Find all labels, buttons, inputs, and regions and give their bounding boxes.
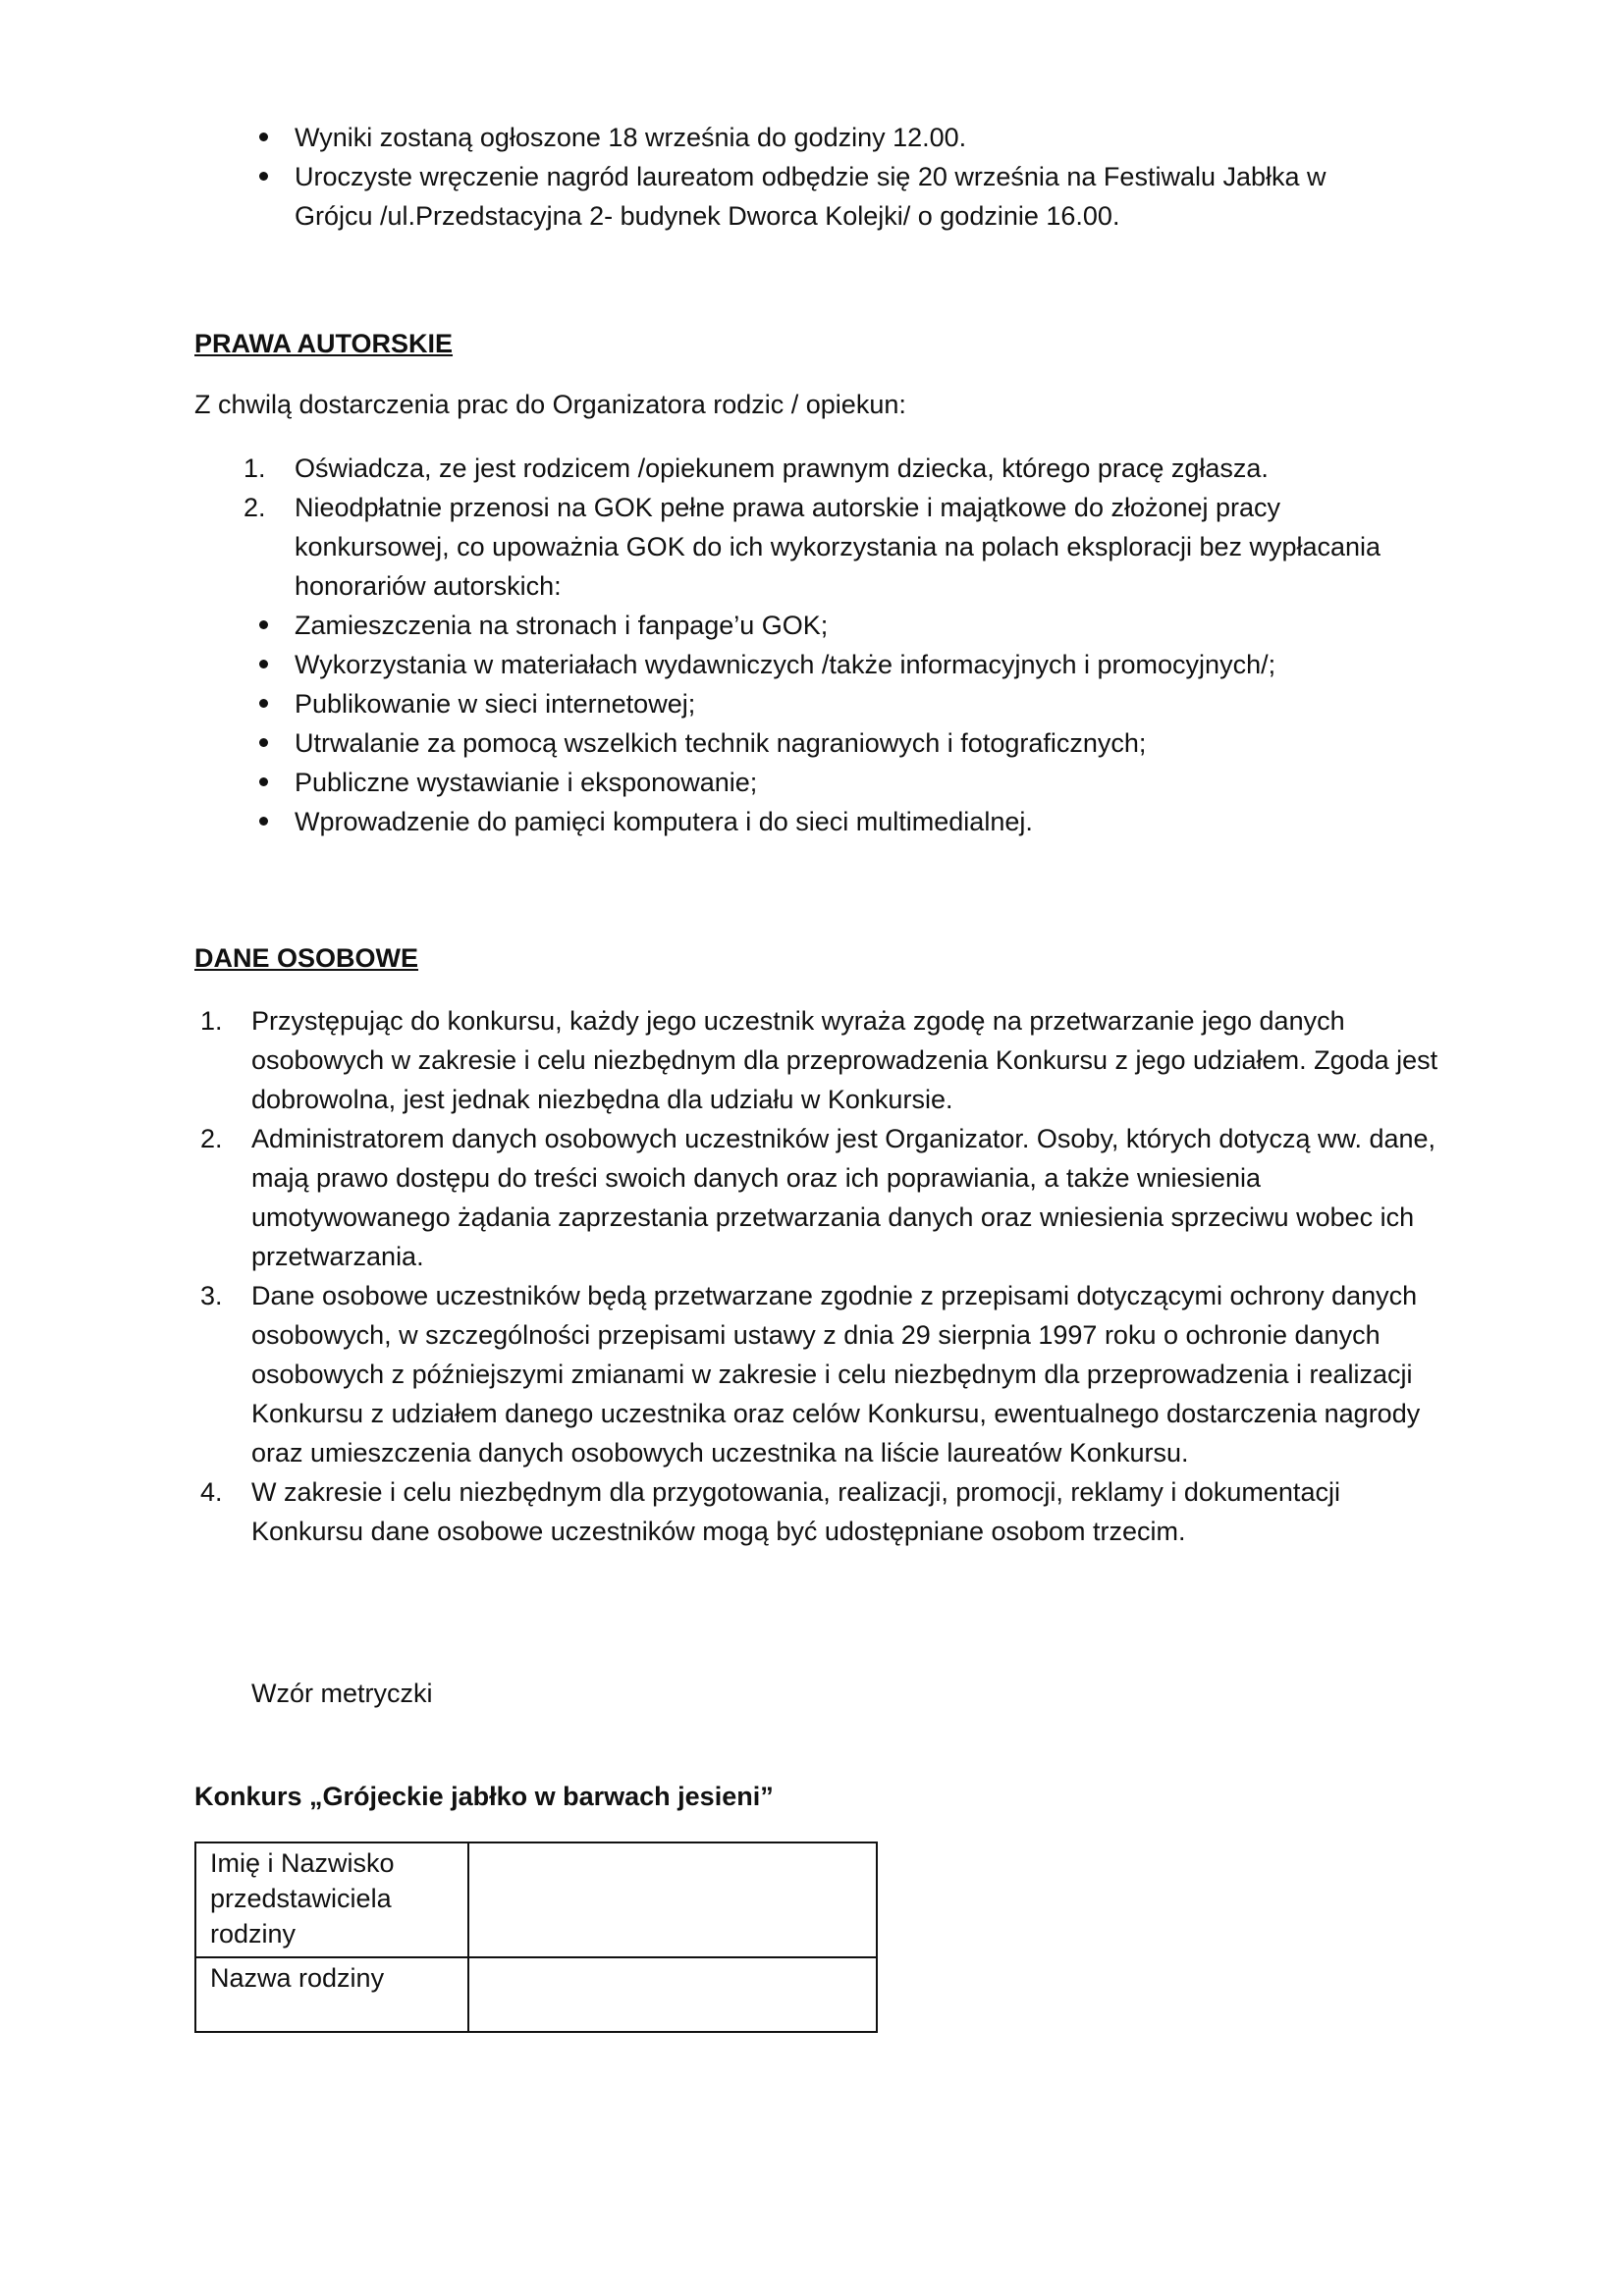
copyright-intro: Z chwilą dostarczenia prac do Organizatora rodzic / opiekun:: [194, 390, 906, 419]
list-item: [200, 1001, 1449, 1119]
list-item: [295, 684, 1424, 723]
table-row: [195, 1957, 877, 2032]
metryczka-label: Wzór metryczki: [251, 1679, 433, 1708]
list-item-text: Administratorem danych osobowych uczestników jest Organizator. Osoby, których dotyczą ww. dane, mają prawo dostępu do treści swoich danych oraz ich poprawiania, a także wniesienia umotywowanego żądania zaprzestania przetwarzania danych oraz wniesienia sprzeciwu wobec ich przetwarzania.: [251, 1124, 1436, 1271]
list-item-text: Publikowanie w sieci internetowej;: [295, 689, 696, 719]
bullet-icon: [253, 157, 273, 196]
list-number: 3.: [200, 1281, 223, 1310]
copyright-heading: PRAWA AUTORSKIE: [194, 329, 454, 358]
list-number: 2.: [244, 493, 266, 522]
personal-data-heading: DANE OSOBOWE: [194, 943, 419, 973]
list-number: 4.: [200, 1477, 223, 1507]
list-item: [200, 1472, 1449, 1551]
table-cell-value[interactable]: [468, 1957, 877, 2032]
copyright-numbered-list: [244, 449, 1424, 841]
table-cell-value[interactable]: [468, 1842, 877, 1957]
list-item: [295, 763, 1424, 802]
list-item-text: Nieodpłatnie przenosi na GOK pełne prawa autorskie i majątkowe do złożonej pracy konkursowej, co upoważnia GOK do ich wykorzystania na polach eksploracji bez wypłacania honorariów autorskich:: [295, 493, 1381, 601]
list-item-text: Wykorzystania w materiałach wydawniczych /także informacyjnych i promocyjnych/;: [295, 650, 1276, 679]
table-cell-label: Nazwa rodziny: [195, 1957, 468, 2032]
list-number: 1.: [200, 1006, 223, 1036]
bullet-icon: [253, 723, 273, 763]
list-item-text: Dane osobowe uczestników będą przetwarzane zgodnie z przepisami dotyczącymi ochrony danych osobowych, w szczególności przepisami ustawy z dnia 29 sierpnia 1997 roku o ochronie danych osobowych z późniejszymi zmianami w zakresie i celu niezbędnym dla przeprowadzenia i realizacji Konkursu z udziałem danego uczestnika oraz celów Konkursu, ewentualnego dostarczenia nagrody oraz umieszczenia danych osobowych uczestnika na liście laureatów Konkursu.: [251, 1281, 1421, 1468]
list-item-text: Wyniki zostaną ogłoszone 18 września do godziny 12.00.: [295, 123, 967, 152]
bullet-icon: [253, 118, 273, 157]
list-item-text: Przystępując do konkursu, każdy jego uczestnik wyraża zgodę na przetwarzanie jego danych osobowych w zakresie i celu niezbędnym dla przeprowadzenia Konkursu z jego udziałem. Zgoda jest dobrowolna, jest jednak niezbędna dla udziału w Konkursie.: [251, 1006, 1438, 1114]
list-item-text: Publiczne wystawianie i eksponowanie;: [295, 768, 758, 797]
bullet-icon: [253, 802, 273, 841]
list-item: [295, 157, 1384, 236]
list-item: [295, 606, 1424, 645]
list-item-text: Utrwalanie za pomocą wszelkich technik nagraniowych i fotograficznych;: [295, 728, 1147, 758]
list-item: [295, 118, 1384, 157]
list-item: [200, 1276, 1449, 1472]
table-cell-label: Imię i Nazwisko przedstawiciela rodziny: [195, 1842, 468, 1957]
contest-title: Konkurs „Grójeckie jabłko w barwach jesieni”: [194, 1782, 774, 1811]
bullet-icon: [253, 763, 273, 802]
table-row: [195, 1842, 877, 1957]
list-item: [295, 645, 1424, 684]
list-item: [200, 1119, 1449, 1276]
list-number: 2.: [200, 1124, 223, 1153]
list-item: [295, 802, 1424, 841]
list-item-text: W zakresie i celu niezbędnym dla przygotowania, realizacji, promocji, reklamy i dokumentacji Konkursu dane osobowe uczestników mogą być udostępniane osobom trzecim.: [251, 1477, 1340, 1546]
list-item-text: Wprowadzenie do pamięci komputera i do sieci multimedialnej.: [295, 807, 1033, 836]
list-number: 1.: [244, 454, 266, 483]
bullet-icon: [253, 684, 273, 723]
results-info-list: [295, 118, 1384, 236]
personal-data-list: [200, 1001, 1449, 1551]
list-item-text: Oświadcza, ze jest rodzicem /opiekunem prawnym dziecka, którego pracę zgłasza.: [295, 454, 1269, 483]
bullet-icon: [253, 606, 273, 645]
metryczka-table: [194, 1842, 878, 2033]
list-item: [244, 449, 1424, 488]
list-item: [244, 488, 1424, 606]
list-item: [295, 723, 1424, 763]
bullet-icon: [253, 645, 273, 684]
list-item-text: Uroczyste wręczenie nagród laureatom odbędzie się 20 września na Festiwalu Jabłka w Grójcu /ul.Przedstacyjna 2- budynek Dworca Kolejki/ o godzinie 16.00.: [295, 162, 1326, 231]
list-item-text: Zamieszczenia na stronach i fanpage’u GOK;: [295, 611, 829, 640]
